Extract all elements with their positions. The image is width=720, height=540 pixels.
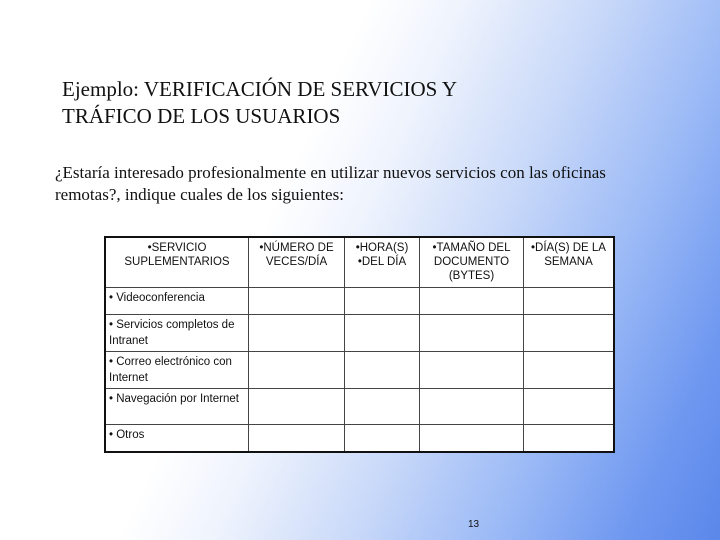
table-cell[interactable] xyxy=(420,314,524,351)
table-cell[interactable] xyxy=(420,351,524,388)
table-cell[interactable] xyxy=(249,314,345,351)
table-header-row xyxy=(105,237,614,287)
table-cell[interactable] xyxy=(249,287,345,314)
table-row xyxy=(105,314,614,351)
survey-question: ¿Estaría interesado profesionalmente en utilizar nuevos servicios con las oficinas remotas?, indique cuales de los siguientes: xyxy=(55,163,606,204)
title-line-2: TRÁFICO DE LOS USUARIOS xyxy=(62,104,341,128)
header-hora: •HORA(S) •DEL DÍA xyxy=(345,237,420,287)
table-cell[interactable] xyxy=(524,424,615,452)
table-row xyxy=(105,424,614,452)
table-cell[interactable] xyxy=(345,351,420,388)
table-row xyxy=(105,351,614,388)
row-label: • Servicios completos de Intranet xyxy=(105,314,249,351)
table-cell[interactable] xyxy=(420,424,524,452)
table-cell[interactable] xyxy=(249,351,345,388)
header-dia-semana: •DÍA(S) DE LA SEMANA xyxy=(524,237,615,287)
title-line-1: VERIFICACIÓN DE SERVICIOS Y xyxy=(143,77,457,101)
table-cell[interactable] xyxy=(420,287,524,314)
page-number: 13 xyxy=(468,519,480,530)
table-cell[interactable] xyxy=(524,388,615,424)
services-table xyxy=(104,236,615,453)
slide-title xyxy=(62,76,622,130)
header-servicio: •SERVICIO SUPLEMENTARIOS xyxy=(105,237,249,287)
table-cell[interactable] xyxy=(249,388,345,424)
table-cell[interactable] xyxy=(345,314,420,351)
table-cell[interactable] xyxy=(524,287,615,314)
row-label: • Navegación por Internet xyxy=(105,388,249,424)
table-cell[interactable] xyxy=(345,388,420,424)
table-cell[interactable] xyxy=(524,351,615,388)
row-label: • Correo electrónico con Internet xyxy=(105,351,249,388)
row-label: • Videoconferencia xyxy=(105,287,249,314)
table-cell[interactable] xyxy=(345,287,420,314)
title-prefix: Ejemplo: xyxy=(62,77,144,101)
header-numero-veces: •NÚMERO DE VECES/DÍA xyxy=(249,237,345,287)
header-tamano: •TAMAÑO DEL DOCUMENTO (BYTES) xyxy=(420,237,524,287)
table-cell[interactable] xyxy=(345,424,420,452)
table-row xyxy=(105,388,614,424)
table-cell[interactable] xyxy=(249,424,345,452)
table-cell[interactable] xyxy=(524,314,615,351)
row-label: • Otros xyxy=(105,424,249,452)
table-row xyxy=(105,287,614,314)
table-cell[interactable] xyxy=(420,388,524,424)
